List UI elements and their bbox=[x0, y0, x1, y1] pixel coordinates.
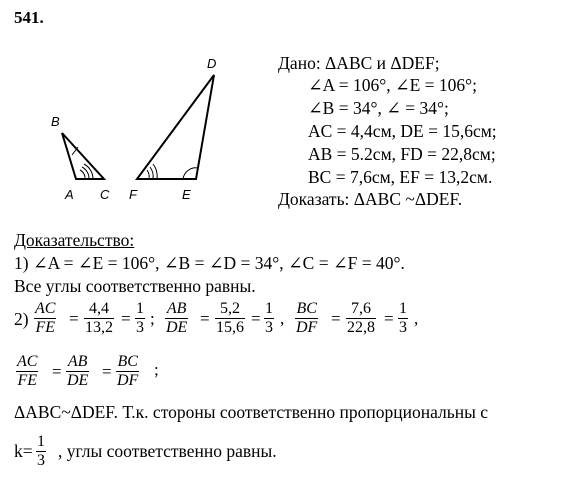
vertex-label-f: F bbox=[129, 187, 137, 202]
proof-step-1: 1) ∠A = ∠E = 106°, ∠B = ∠D = 34°, ∠C = ∠F = 40°. bbox=[14, 253, 405, 273]
ratio-1-result: $\frac{1}{3}$ bbox=[136, 300, 144, 336]
ratio-2-letters: $\frac{AB}{DE}$ bbox=[166, 300, 188, 336]
given-prove-line: Доказать: ΔABC ~ΔDEF. bbox=[278, 189, 463, 209]
equals-sign: = bbox=[102, 362, 112, 381]
given-line-1: Дано: ΔABC и ΔDEF; bbox=[278, 53, 440, 73]
separator: ; bbox=[150, 309, 155, 328]
equals-sign: = bbox=[200, 309, 210, 328]
given-line-4: AC = 4,4см, DE = 15,6см; bbox=[308, 121, 497, 141]
ratio-3-letters: $\frac{BC}{DF}$ bbox=[296, 300, 318, 336]
triangles-figure bbox=[0, 0, 280, 215]
equals-sign: = bbox=[52, 362, 62, 381]
separator: , bbox=[280, 309, 285, 328]
equals-sign: = bbox=[331, 309, 341, 328]
ratio-3-values: $\frac{7,6}{22,8}$ bbox=[347, 300, 375, 336]
ratio-2-values: $\frac{5,2}{15,6}$ bbox=[216, 300, 244, 336]
chain-frac-2: $\frac{AB}{DE}$ bbox=[67, 353, 89, 389]
ratio-1-values: $\frac{4,4}{13,2}$ bbox=[85, 300, 113, 336]
chain-frac-3: $\frac{BC}{DF}$ bbox=[117, 353, 139, 389]
separator: , bbox=[414, 309, 419, 328]
equals-sign: = bbox=[69, 309, 79, 328]
proof-step-2-label: 2) bbox=[14, 309, 29, 329]
k-fraction: $\frac{1}{3}$ bbox=[37, 433, 45, 469]
chain-end: ; bbox=[154, 360, 159, 379]
ratio-1-letters: $\frac{AC}{FE}$ bbox=[35, 300, 56, 336]
vertex-label-e: E bbox=[182, 187, 191, 202]
triangle-def bbox=[137, 75, 214, 179]
problem-number: 541. bbox=[14, 8, 44, 27]
proof-heading: Доказательство: bbox=[14, 230, 135, 250]
ratio-3-result: $\frac{1}{3}$ bbox=[399, 300, 407, 336]
ratio-2-result: $\frac{1}{3}$ bbox=[265, 300, 273, 336]
given-line-6: BC = 7,6см, EF = 13,2см. bbox=[308, 167, 493, 187]
chain-frac-1: $\frac{AC}{FE}$ bbox=[17, 353, 38, 389]
equals-sign: = bbox=[384, 309, 394, 328]
given-line-3: ∠B = 34°, ∠ = 34°; bbox=[308, 98, 449, 118]
vertex-label-b: B bbox=[51, 114, 60, 129]
equals-sign: = bbox=[251, 309, 261, 328]
equals-sign: = bbox=[121, 309, 131, 328]
vertex-label-d: D bbox=[207, 56, 217, 71]
conclusion-text: ΔABC~ΔDEF. Т.к. стороны соответственно пропорциональны с bbox=[14, 402, 489, 422]
given-line-5: AB = 5.2см, FD = 22,8см; bbox=[308, 144, 496, 164]
vertex-label-a: A bbox=[65, 187, 74, 202]
triangle-abc bbox=[62, 133, 104, 179]
given-line-2: ∠A = 106°, ∠E = 106°; bbox=[308, 75, 478, 95]
k-suffix: , углы соответственно равны. bbox=[58, 441, 277, 461]
k-prefix: k= bbox=[14, 441, 33, 461]
proof-step-1-note: Все углы соответственно равны. bbox=[14, 276, 256, 296]
vertex-label-c: C bbox=[100, 187, 110, 202]
